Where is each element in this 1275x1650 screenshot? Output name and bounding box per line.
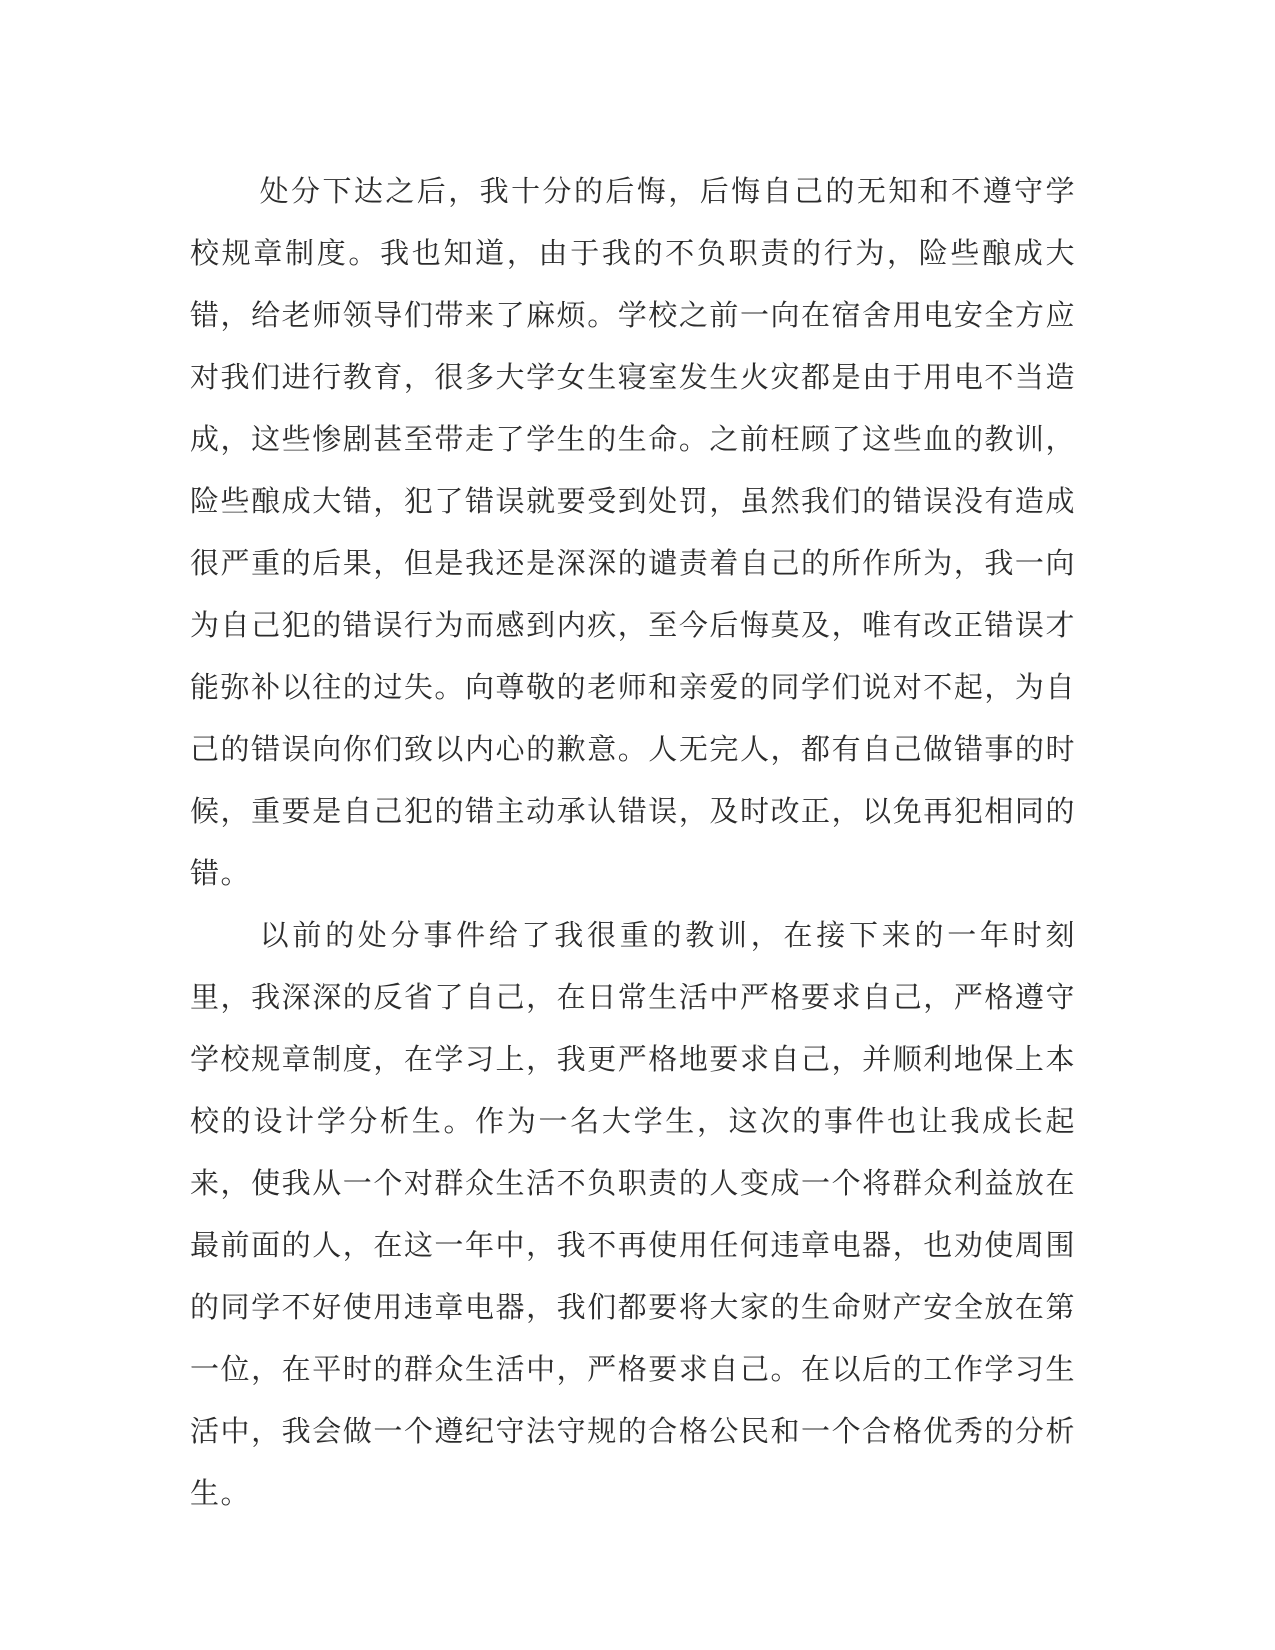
paragraph-1: 处分下达之后，我十分的后悔，后悔自己的无知和不遵守学校规章制度。我也知道，由于我的不负职责的行为，险些酿成大错，给老师领导们带来了麻烦。学校之前一向在宿舍用电安全方应对我们进行教育，很多大学女生寝室发生火灾都是由于用电不当造成，这些惨剧甚至带走了学生的生命。之前枉顾了这些血的教训，险些酿成大错，犯了错误就要受到处罚，虽然我们的错误没有造成很严重的后果，但是我还是深深的谴责着自己的所作所为，我一向为自己犯的错误行为而感到内疚，至今后悔莫及，唯有改正错误才能弥补以往的过失。向尊敬的老师和亲爱的同学们说对不起，为自己的错误向你们致以内心的歉意。人无完人，都有自己做错事的时候，重要是自己犯的错主动承认错误，及时改正，以免再犯相同的错。 [190,174,1076,890]
paragraph-2: 以前的处分事件给了我很重的教训，在接下来的一年时刻里，我深深的反省了自己，在日常生活中严格要求自己，严格遵守学校规章制度，在学习上，我更严格地要求自己，并顺利地保上本校的设计学分析生。作为一名大学生，这次的事件也让我成长起来，使我从一个对群众生活不负职责的人变成一个将群众利益放在最前面的人，在这一年中，我不再使用任何违章电器，也劝使周围的同学不好使用违章电器，我们都要将大家的生命财产安全放在第一位，在平时的群众生活中，严格要求自己。在以后的工作学习生活中，我会做一个遵纪守法守规的合格公民和一个合格优秀的分析生。 [190,918,1076,1510]
document-body [190,160,1076,1524]
